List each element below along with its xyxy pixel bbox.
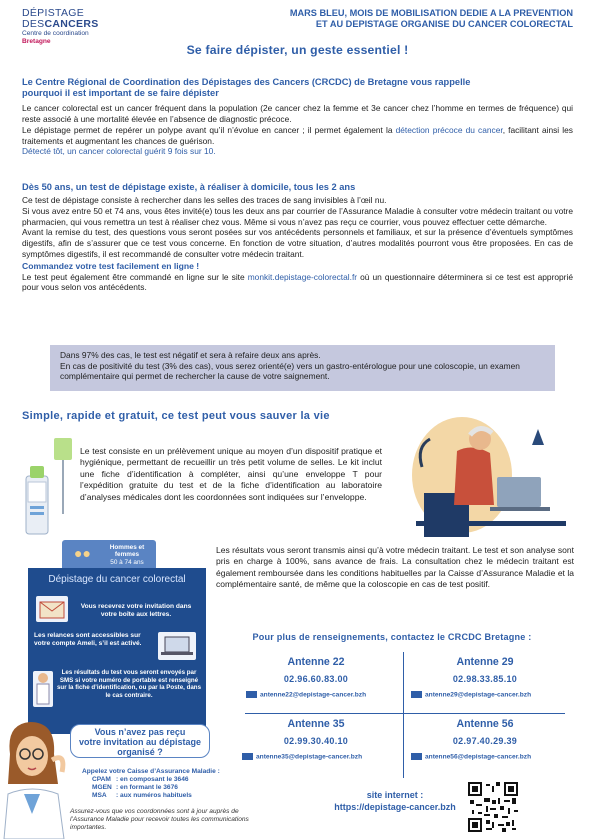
section-simple-heading: Simple, rapide et gratuit, ce test peut vous sauver la vie [22, 410, 330, 422]
link-monkit[interactable]: monkit.depistage-colorectal.fr [247, 271, 358, 282]
logo-line1: DÉPISTAGE [22, 7, 85, 19]
woman-ear-illustration [0, 714, 72, 839]
logo-line3: Centre de coordination [22, 30, 89, 38]
paragraph-results: Les résultats vous seront transmis ainsi qu’à votre médecin traitant. Le test et son analyse sont pris en charge à 100%, sans avance de frais. La consultation chez le médecin traitant est également remboursée dans les conditions habituelles par la Caisse d’Assurance Maladie et la complémentaire santé, de même que la coloscopie en cas de test positif. [216, 545, 574, 589]
paragraph: Le test peut également être commandé en ligne sur le site monkit.depistage-colorectal.fr où un questionnaire déterminera si ce test est approprié pour vous selon vos antécédents. [22, 271, 573, 293]
highlight-text: Détecté tôt, un cancer colorectal guérit 9 fois sur 10. [22, 146, 216, 157]
section-test [22, 182, 573, 293]
link-detection-precoce[interactable]: détection précoce du cancer [395, 124, 503, 135]
antenne-name: Antenne 56 [456, 718, 514, 730]
target-badge [62, 540, 156, 570]
logo-line4: Bretagne [22, 38, 51, 46]
website-block [330, 790, 460, 813]
antenne-mail[interactable]: antenne35@depistage-cancer.bzh [242, 753, 412, 762]
antenne-phone[interactable]: 02.97.40.29.39 [452, 735, 518, 746]
logo-line2: DESCANCERS [22, 18, 99, 31]
contact-divider-h [245, 713, 565, 714]
update-info-note: Assurez-vous que vos coordonnées sont à jour auprès de l’Assurance Maladie pour recevoir toutes les communications importantes. [70, 808, 249, 831]
antenne-35 [236, 718, 412, 762]
laptop-icon [158, 632, 196, 660]
call-insurance-block [82, 768, 262, 800]
info-item-resultats: Les résultats du test vous seront envoyés par SMS si votre numéro de portable est renseigné sur la fiche d’identification, ou par la Poste, dans le cas contraire. [56, 669, 202, 699]
paragraph: Avant la remise du test, des questions vous seront posées sur vos antécédents personnels et familiaux, et sur la présence d’éventuels symptômes digestifs, afin de s’assurer que ce test vous concerne. En fonction de votre situation, d’autres modalités pourront vous être proposées. En cas de symptômes digestifs, il est recommandé de consulter votre médecin traitant. [22, 227, 573, 259]
people-icon: ●● [74, 545, 91, 561]
website-label: site internet : [366, 790, 424, 800]
doctor-phone-icon [33, 671, 53, 707]
insurance-row: MSA : aux numéros habituels [92, 791, 192, 799]
paragraph: Le cancer colorectal est un cancer fréquent dans la population (2e cancer chez la femme et 3e cancer chez l’homme en termes de fréquence) qui reste associé à une mortalité élevée en l’absence de diagnostic précoce. [22, 103, 573, 125]
antenne-phone[interactable]: 02.99.30.40.10 [283, 735, 349, 746]
badge-text: Hommes et femmes 50 à 74 ans [109, 544, 145, 566]
antenne-56 [405, 718, 581, 762]
antenne-22 [236, 656, 416, 700]
insurance-row: CPAM : en composant le 3646 [92, 775, 189, 783]
website-link[interactable]: https://depistage-cancer.bzh [334, 801, 456, 812]
page-title: Se faire dépister, un geste essentiel ! [186, 43, 409, 57]
antenne-name: Antenne 35 [287, 718, 345, 730]
no-invitation-bubble: Vous n’avez pas reçu votre invitation au dépistage organisé ? [70, 724, 210, 758]
contact-title: Pour plus de renseignements, contactez le CRCDC Bretagne : [252, 632, 532, 642]
antenne-mail[interactable]: antenne56@depistage-cancer.bzh [411, 753, 581, 762]
section-why-heading: Le Centre Régional de Coordination des Dépistages des Cancers (CRCDC) de Bretagne vous rappelle pourquoi il est important de se faire dépister [22, 77, 471, 99]
antenne-name: Antenne 29 [456, 656, 514, 668]
qr-code[interactable] [468, 782, 518, 832]
envelope-icon [411, 691, 422, 698]
paragraph: Si vous avez entre 50 et 74 ans, vous êtes invité(e) tous les deux ans par courrier de l’Assurance Maladie à consulter votre médecin traitant ou votre pharmacien, qui vous remettra un test à réaliser chez vous. Même si vous n’avez pas reçu ce courrier, vous pouvez effectuer cette démarche. [22, 205, 573, 227]
section-test-heading: Dès 50 ans, un test de dépistage existe, à réaliser à domicile, tous les 2 ans [22, 182, 356, 192]
antenne-mail[interactable]: antenne22@depistage-cancer.bzh [246, 691, 416, 700]
subheading-order-online: Commandez votre test facilement en ligne ! [22, 260, 200, 271]
info-item-relances: Les relances sont accessibles sur votre compte Ameli, s’il est activé. [34, 632, 142, 648]
envelope-icon [411, 753, 422, 760]
logo [22, 8, 132, 47]
header-title: MARS BLEU, MOIS DE MOBILISATION DEDIE A LA PREVENTION ET AU DEPISTAGE ORGANISE DU CANCER COLORECTAL [289, 8, 573, 30]
insurance-row: MGEN : en formant le 3676 [92, 783, 178, 791]
section-why [22, 77, 573, 157]
antenne-name: Antenne 22 [287, 656, 345, 668]
paragraph: Ce test de dépistage consiste à rechercher dans les selles des traces de sang invisibles à l’œil nu. [22, 195, 387, 206]
info-box-title: Dépistage du cancer colorectal [48, 574, 186, 585]
antenne-phone[interactable]: 02.98.33.85.10 [452, 673, 518, 684]
info-item-invitation: Vous recevrez votre invitation dans votre boîte aux lettres. [80, 603, 192, 619]
paragraph-test-description: Le test consiste en un prélèvement unique au moyen d’un dispositif pratique et hygiénique, permettant de recueillir un très petit volume de selles. Le kit inclut une fiche d’identification à compléter, ainsi qu’une enveloppe T pour l’expédition gratuite du test et de la fiche d’identification au laboratoire d’analyses médicales dont les coordonnées sont indiquées sur l’enveloppe. [80, 446, 382, 502]
info-box-depistage [28, 568, 206, 734]
call-insurance-title: Appelez votre Caisse d’Assurance Maladie : [82, 768, 220, 775]
envelope-icon [242, 753, 253, 760]
antenne-mail[interactable]: antenne29@depistage-cancer.bzh [411, 691, 581, 700]
test-kit-illustration [22, 436, 78, 536]
antenne-29 [405, 656, 581, 700]
paragraph: Le dépistage permet de repérer un polype avant qu’il n’évolue en cancer ; il permet également la détection précoce du cancer, facilitant ainsi les traitements et augmentant les chances de guérison. [22, 124, 573, 146]
envelope-icon [246, 691, 257, 698]
results-callout: Dans 97% des cas, le test est négatif et sera à refaire deux ans après. En cas de positivité du test (3% des cas), vous serez orienté(e) vers un gastro-entérologue pour une coloscopie, un examen complémentaire qui permet de rechercher la cause de votre saignement. [50, 345, 555, 391]
envelope-icon [36, 596, 68, 622]
man-laptop-illustration [402, 405, 567, 537]
antenne-phone[interactable]: 02.96.60.83.00 [283, 673, 349, 684]
